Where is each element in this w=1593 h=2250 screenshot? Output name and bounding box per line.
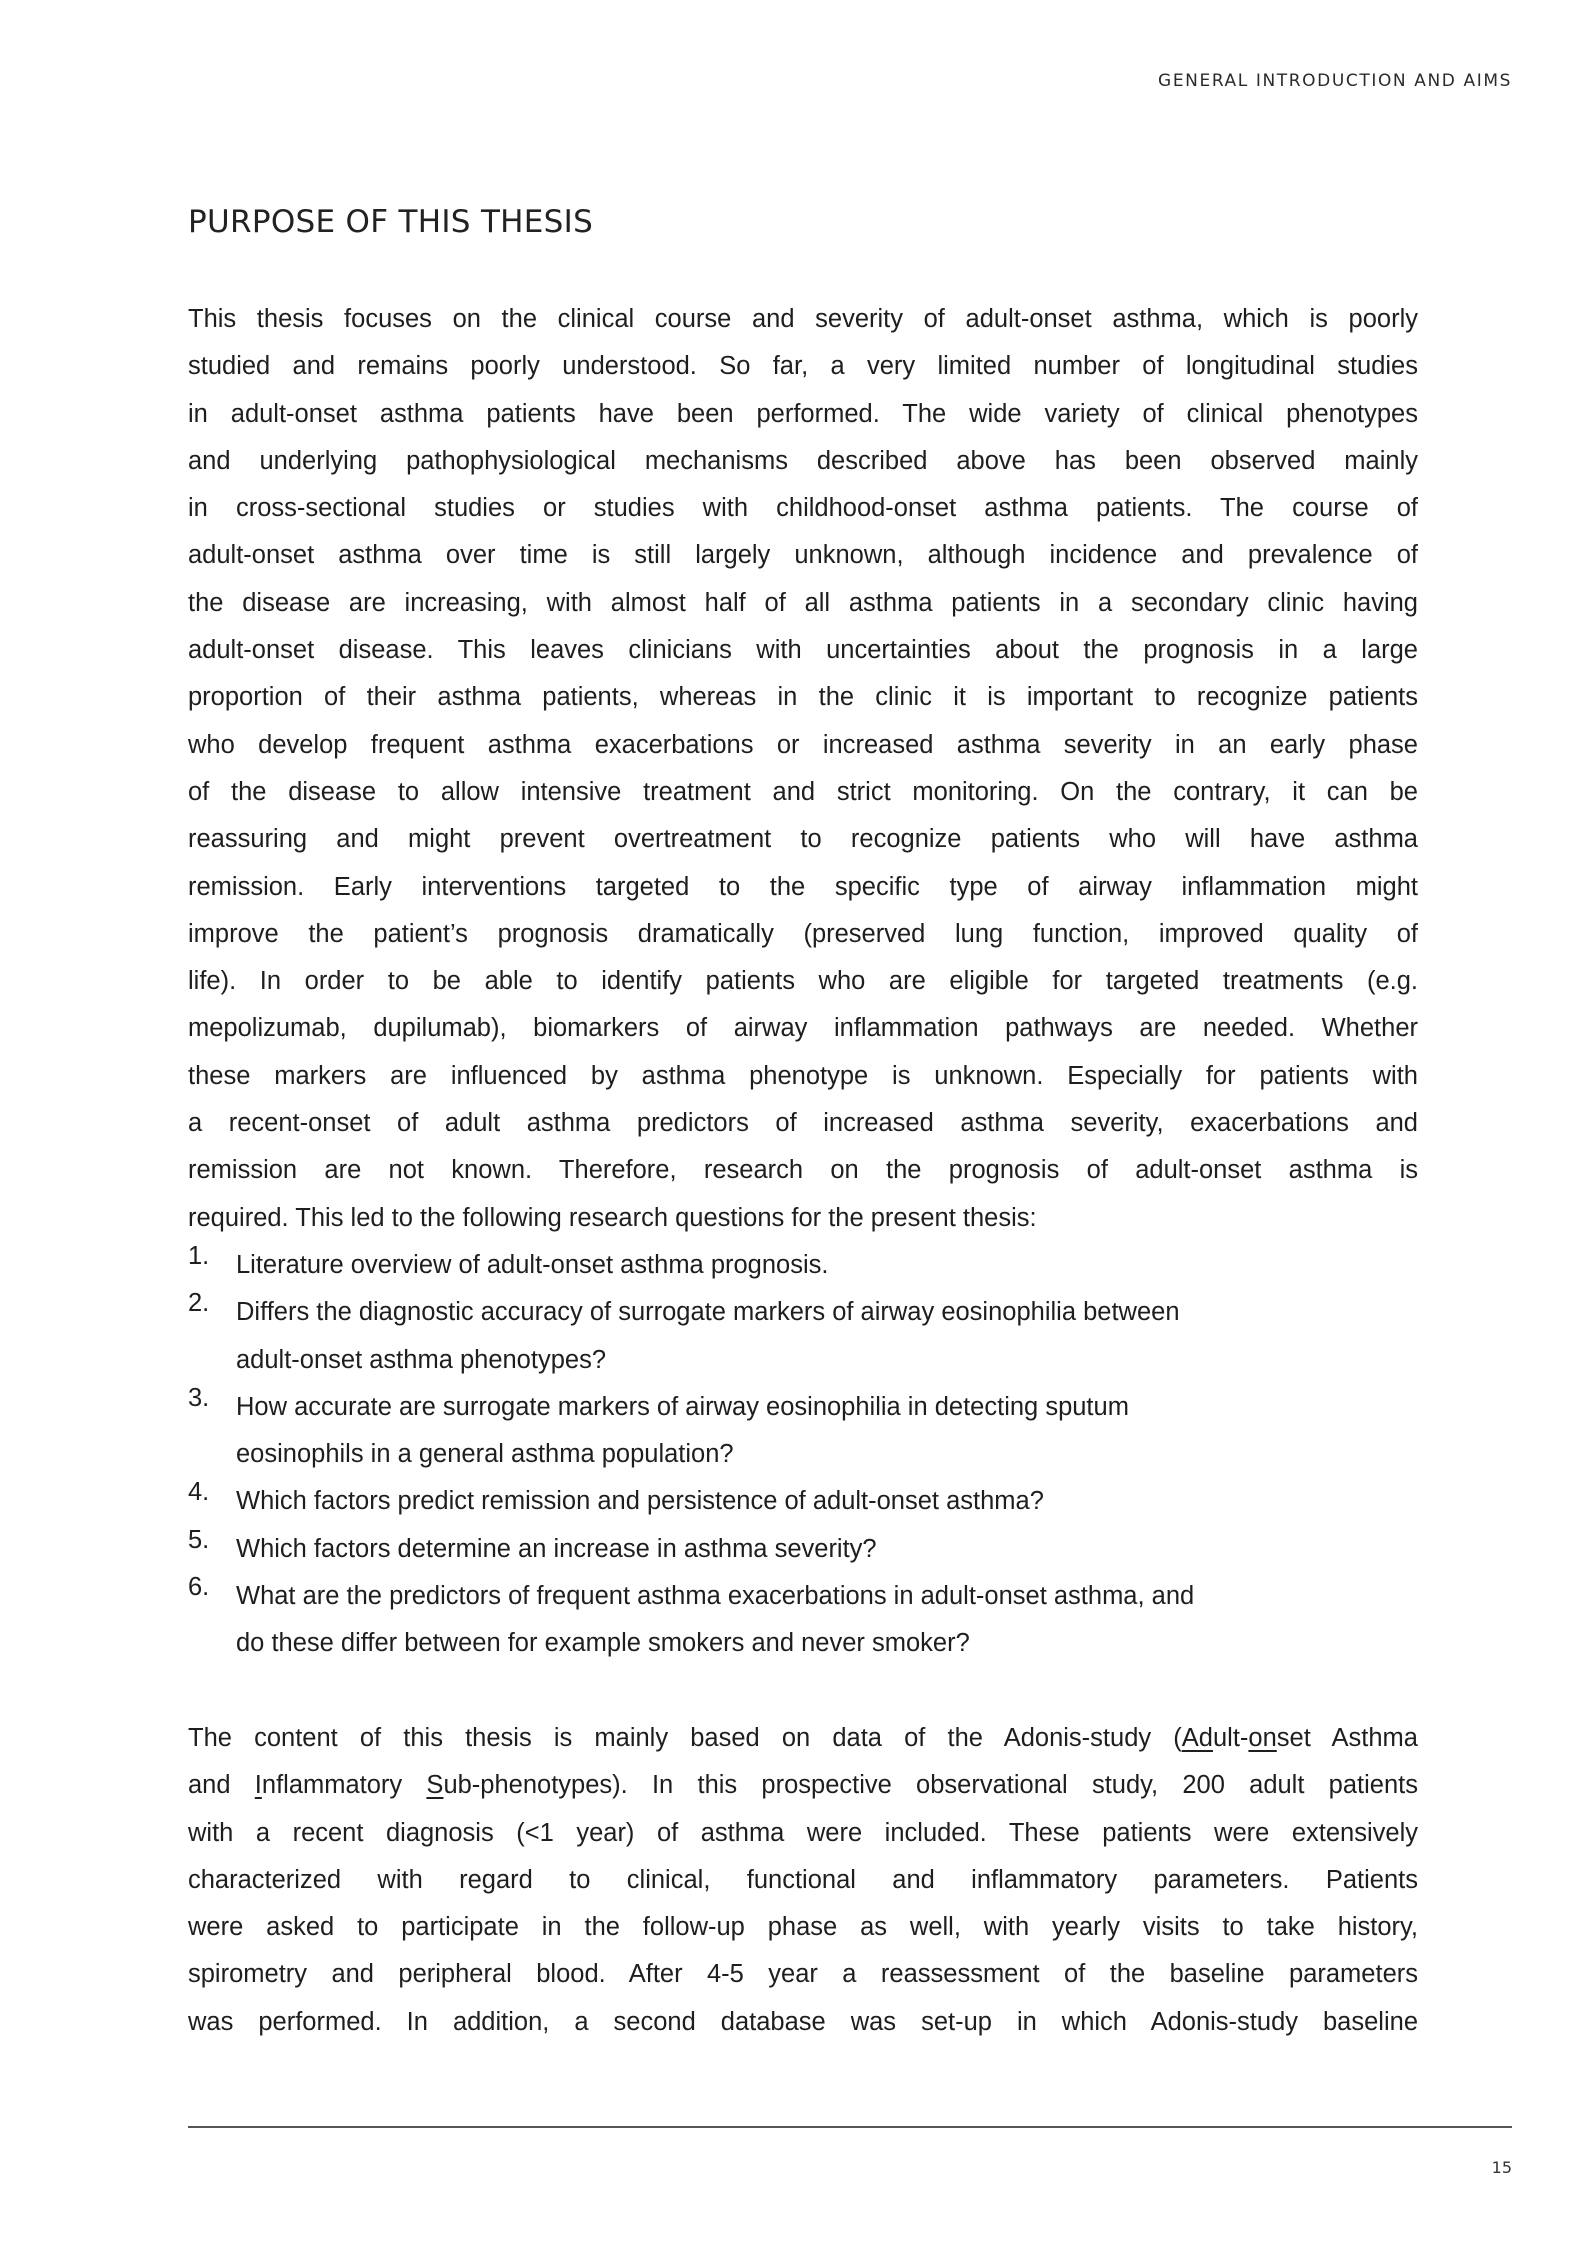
- text-line: in adult-onset asthma patients have been performed. The wide variety of clinical phenotypes: [188, 399, 1418, 428]
- list-item-text: How accurate are surrogate markers of airway eosinophilia in detecting sputum: [236, 1392, 1129, 1421]
- footer-rule: [188, 2126, 1512, 2128]
- list-number: 2.: [188, 1289, 210, 1318]
- section-title: PURPOSE OF THIS THESIS: [188, 204, 594, 240]
- text-line: This thesis focuses on the clinical course and severity of adult-onset asthma, which is poorly: [188, 305, 1418, 333]
- text-line: required. This led to the following research questions for the present thesis:: [188, 1203, 1037, 1232]
- list-number: 1.: [188, 1241, 210, 1270]
- text-line: proportion of their asthma patients, whereas in the clinic it is important to recognize patients: [188, 683, 1418, 712]
- list-item-text: Which factors determine an increase in asthma severity?: [236, 1534, 877, 1563]
- research-question-item: [188, 1478, 1418, 1525]
- research-question-item: [188, 1573, 1418, 1668]
- text-segment: was performed. In addition, a second database was set-up in which Adonis-study baseline: [188, 2007, 1418, 2036]
- text-segment: characterized with regard to clinical, functional and inflammatory parameters. Patients: [188, 1865, 1418, 1894]
- text-line: [188, 1810, 1418, 1857]
- text-segment: ult-: [1212, 1723, 1249, 1752]
- list-item-text: Literature overview of adult-onset asthma prognosis.: [236, 1250, 829, 1279]
- research-question-item: [188, 1526, 1418, 1573]
- text-line: remission are not known. Therefore, research on the prognosis of adult-onset asthma is: [188, 1156, 1418, 1185]
- list-number: 4.: [188, 1478, 210, 1507]
- underlined-acronym-letters: Ad: [1181, 1723, 1213, 1752]
- underlined-acronym-letters: S: [426, 1771, 444, 1800]
- text-line: [188, 1715, 1418, 1762]
- list-item-text: Differs the diagnostic accuracy of surrogate markers of airway eosinophilia between: [236, 1298, 1180, 1327]
- paragraph-gap: [188, 1668, 1418, 1715]
- text-line: [188, 1762, 1418, 1809]
- text-line: adult-onset disease. This leaves clinicians with uncertainties about the prognosis in a large: [188, 636, 1418, 665]
- text-line: these markers are influenced by asthma phenotype is unknown. Especially for patients with: [188, 1061, 1418, 1090]
- text-line: mepolizumab, dupilumab), biomarkers of airway inflammation pathways are needed. Whether: [188, 1014, 1418, 1043]
- text-line: who develop frequent asthma exacerbations or increased asthma severity in an early phase: [188, 730, 1418, 759]
- list-item-text: What are the predictors of frequent asthma exacerbations in adult-onset asthma, and: [236, 1582, 1195, 1611]
- text-segment: The content of this thesis is mainly based on data of the Adonis-study (: [188, 1723, 1182, 1752]
- text-segment: spirometry and peripheral blood. After 4-5 year a reassessment of the baseline parameters: [188, 1960, 1418, 1989]
- text-segment: were asked to participate in the follow-up phase as well, with yearly visits to take history,: [188, 1913, 1418, 1942]
- text-line: a recent-onset of adult asthma predictors of increased asthma severity, exacerbations and: [188, 1109, 1418, 1138]
- paragraph-intro: [188, 296, 1418, 1242]
- text-line: studied and remains poorly understood. So far, a very limited number of longitudinal studies: [188, 352, 1418, 381]
- underlined-acronym-letters: I: [254, 1771, 262, 1800]
- running-head: GENERAL INTRODUCTION AND AIMS: [1158, 71, 1512, 91]
- text-line: the disease are increasing, with almost half of all asthma patients in a secondary clinic having: [188, 588, 1418, 617]
- paragraph-adonis-study: [188, 1715, 1418, 2046]
- text-segment: ub-phenotypes). In this prospective observational study, 200 adult patients: [443, 1771, 1418, 1800]
- text-line: and underlying pathophysiological mechanisms described above has been observed mainly: [188, 446, 1418, 475]
- research-question-item: [188, 1242, 1418, 1289]
- text-segment: nflammatory: [261, 1771, 427, 1800]
- text-line: life). In order to be able to identify patients who are eligible for targeted treatments (e.g.: [188, 967, 1418, 996]
- text-line: [188, 1999, 1418, 2046]
- list-number: 6.: [188, 1573, 210, 1602]
- text-segment: with a recent diagnosis (<1 year) of asthma were included. These patients were extensively: [188, 1818, 1418, 1847]
- text-line: remission. Early interventions targeted to the specific type of airway inflammation might: [188, 872, 1418, 901]
- list-item-text: Which factors predict remission and persistence of adult-onset asthma?: [236, 1487, 1044, 1516]
- page-number: 15: [1491, 2158, 1512, 2177]
- list-item-text: eosinophils in a general asthma population?: [236, 1440, 734, 1469]
- research-question-item: [188, 1384, 1418, 1479]
- body-text: [188, 296, 1418, 2046]
- underlined-acronym-letters: on: [1248, 1723, 1277, 1752]
- list-number: 3.: [188, 1383, 210, 1412]
- text-line: [188, 1904, 1418, 1951]
- text-line: [188, 1857, 1418, 1904]
- text-line: [188, 1951, 1418, 1998]
- list-item-text: adult-onset asthma phenotypes?: [236, 1345, 606, 1374]
- text-line: of the disease to allow intensive treatment and strict monitoring. On the contrary, it can be: [188, 777, 1418, 806]
- text-segment: set Asthma: [1276, 1723, 1418, 1752]
- list-item-text: do these differ between for example smokers and never smoker?: [236, 1629, 970, 1658]
- research-questions-list: [188, 1242, 1418, 1668]
- research-question-item: [188, 1289, 1418, 1384]
- text-line: adult-onset asthma over time is still largely unknown, although incidence and prevalence of: [188, 541, 1418, 570]
- list-number: 5.: [188, 1525, 210, 1554]
- text-line: improve the patient’s prognosis dramatically (preserved lung function, improved quality of: [188, 919, 1418, 948]
- text-line: in cross-sectional studies or studies with childhood-onset asthma patients. The course of: [188, 494, 1418, 523]
- text-line: reassuring and might prevent overtreatment to recognize patients who will have asthma: [188, 825, 1418, 854]
- text-segment: and: [188, 1771, 255, 1800]
